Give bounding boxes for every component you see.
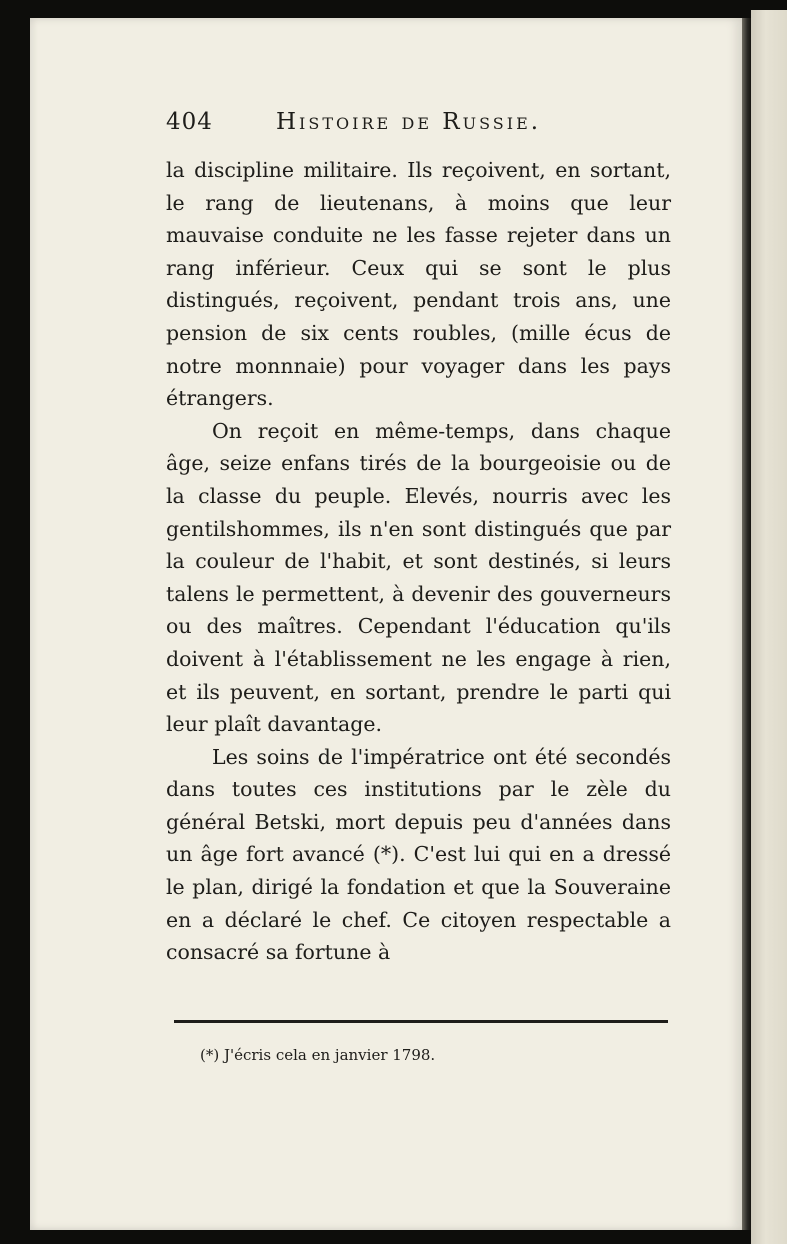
page-text-block (166, 104, 671, 969)
paragraph-3: Les soins de l'impératrice ont été secondés dans toutes ces institutions par le zèle du général Betski, mort depuis peu d'années dans un âge fort avancé (*). C'est lui qui en a dressé le plan, dirigé la fondation et que la Souveraine en a déclaré le chef. Ce citoyen respectable a consacré sa fortune à (166, 744, 671, 965)
running-head-title: Histoire de Russie. (276, 109, 542, 135)
page-number: 404 (166, 109, 213, 135)
body-text (166, 154, 671, 969)
paragraph-1: la discipline militaire. Ils reçoivent, en sortant, le rang de lieutenans, à moins que leur mauvaise conduite ne les fasse rejeter dans un rang inférieur. Ceux qui se sont le plus distingués, reçoivent, pendant trois ans, une pension de six cents roubles, (mille écus de notre monnnaie) pour voyager dans les pays étrangers. (166, 158, 671, 411)
footnote: (*) J'écris cela en janvier 1798. (200, 1046, 436, 1064)
next-page-edge (751, 10, 787, 1244)
page-gutter-edge (742, 18, 751, 1230)
footnote-rule (174, 1020, 668, 1023)
paragraph-2: On reçoit en même-temps, dans chaque âge, seize enfans tirés de la bourgeoisie ou de la classe du peuple. Elevés, nourris avec les gentilshommes, ils n'en sont distingués que par la couleur de l'habit, et sont destinés, si leurs talens le permettent, à devenir des gouverneurs ou des maîtres. Cependant l'éducation qu'ils doivent à l'établissement ne les engage à rien, et ils peuvent, en sortant, prendre le parti qui leur plaît davantage. (166, 418, 671, 737)
running-head (166, 104, 671, 140)
